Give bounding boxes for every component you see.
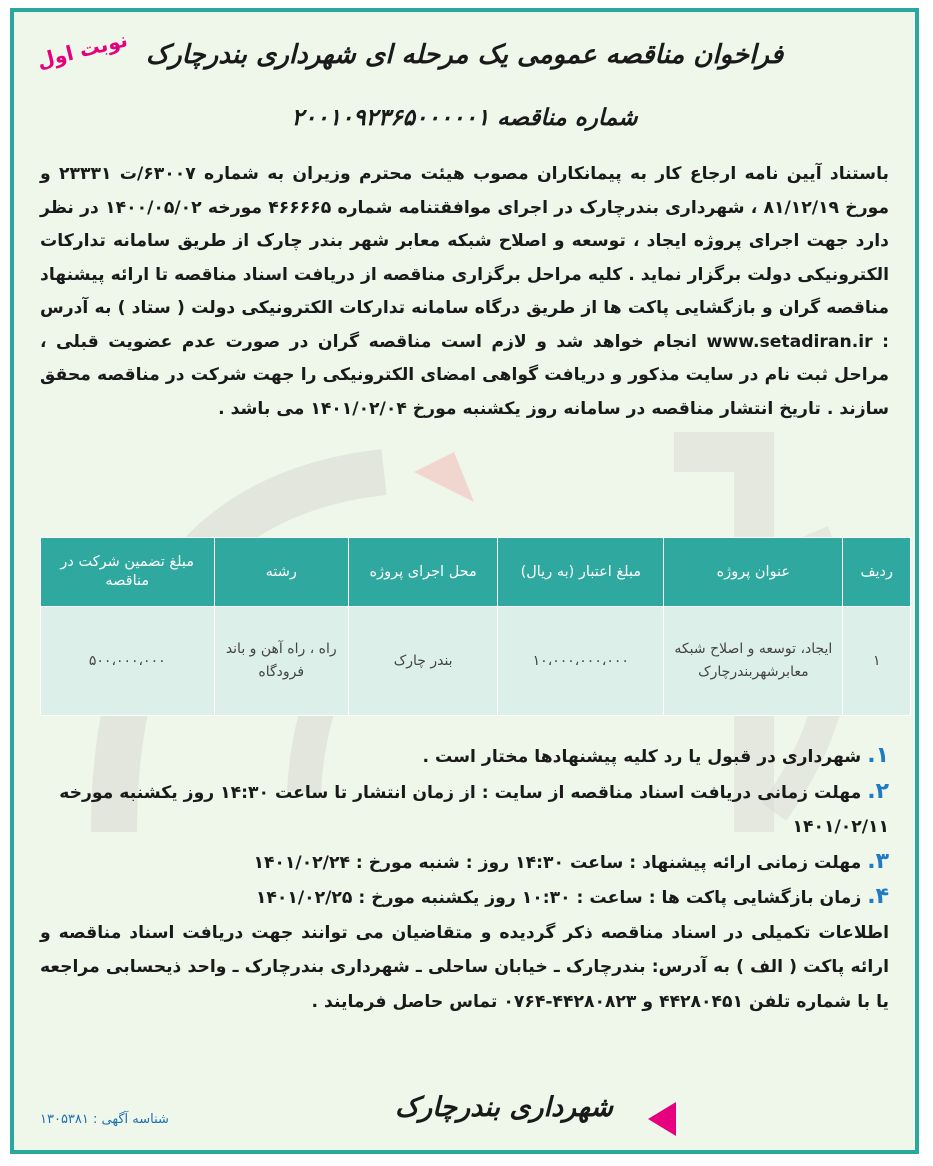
- condition-text: شهرداری در قبول یا رد کلیه پیشنهادها مختار است .: [422, 747, 862, 767]
- table-row: [41, 607, 911, 716]
- conditions-list: [40, 739, 889, 1019]
- header-field: رشته: [214, 538, 348, 607]
- condition-item: [40, 880, 889, 916]
- intro-paragraph: باستناد آیین نامه ارجاع کار به پیمانکاران مصوب هیئت محترم وزیران به شماره ۶۳۰۰۷/ت ۲۳۳۳۱ و مورخ ۸۱/۱۲/۱۹ ، شهرداری بندرچارک در اجرای موافقتنامه شماره ۴۶۶۶۶۵ مورخه ۱۴۰۰/۰۵/۰۲ در نظر دارد جهت اجرای پروژه ایجاد ، توسعه و اصلاح شبکه معابر شهر بندر چارک از طریق سامانه تدارکات الکترونیکی دولت برگزار نماید . کلیه مراحل برگزاری مناقصه از دریافت اسناد مناقصه تا ارائه پیشنهاد مناقصه گران و بازگشایی پاکت ها از طریق درگاه سامانه تدارکات الکترونیکی دولت ( ستاد ) به آدرس : www.setadiran.ir انجام خواهد شد و لازم است مناقصه گران در صورت عدم عضویت قبلی ، مراحل ثبت نام در سایت مذکور و دریافت گواهی امضای الکترونیکی را جهت شرکت در مناقصه محقق سازند . تاریخ انتشار مناقصه در سامانه روز یکشنبه مورخ ۱۴۰۱/۰۲/۰۴ می باشد .: [40, 164, 890, 419]
- condition-text: زمان بازگشایی پاکت ها : ساعت : ۱۰:۳۰ روز یکشنبه مورخ : ۱۴۰۱/۰۲/۲۵: [255, 888, 862, 908]
- condition-item: [40, 845, 889, 881]
- pink-triangle-arrow-icon: [648, 1102, 676, 1136]
- ad-identifier: شناسه آگهی : ۱۳۰۵۳۸۱: [40, 1112, 169, 1127]
- notice-title: فراخوان مناقصه عمومی یک مرحله ای شهرداری بندرچارک: [145, 40, 784, 70]
- tender-number: شماره مناقصه ۲۰۰۱۰۹۲۳۶۵۰۰۰۰۰۱: [291, 104, 638, 131]
- header-row-number: ردیف: [843, 538, 911, 607]
- table-header-row: [41, 538, 911, 607]
- project-table: [40, 537, 911, 716]
- cell-field: راه ، راه آهن و باند فرودگاه: [214, 607, 348, 716]
- header-project-location: محل اجرای پروژه: [348, 538, 497, 607]
- condition-text: مهلت زمانی ارائه پیشنهاد : ساعت ۱۴:۳۰ روز : شنبه مورخ : ۱۴۰۱/۰۲/۲۴: [253, 852, 862, 873]
- municipality-signature: شهرداری بندرچارک: [394, 1092, 614, 1123]
- condition-number: ۲.: [867, 778, 889, 804]
- publication-badge: نوبت اول: [34, 27, 130, 73]
- cell-project-title: ایجاد، توسعه و اصلاح شبکه معابرشهربندرچارک: [664, 607, 843, 716]
- condition-item: [40, 775, 889, 845]
- header-project-title: عنوان پروژه: [664, 538, 843, 607]
- cell-guarantee-amount: ۵۰۰،۰۰۰،۰۰۰: [41, 607, 215, 716]
- header-guarantee-amount: مبلغ تضمین شرکت در مناقصه: [41, 538, 215, 607]
- cell-row-number: ۱: [843, 607, 911, 716]
- cell-project-location: بندر چارک: [348, 607, 497, 716]
- additional-info: اطلاعات تکمیلی در اسناد مناقصه ذکر گردیده و متقاضیان می توانند جهت دریافت اسناد مناقصه و ارائه پاکت ( الف ) به آدرس: بندرچارک ـ خیابان ساحلی ـ شهرداری بندرچارک ـ واحد ذیحسابی مراجعه یا با شماره تلفن ۴۴۲۸۰۴۵۱ و ۴۴۲۸۰۸۲۳-۰۷۶۴ تماس حاصل فرمایند .: [40, 922, 889, 1012]
- condition-number: ۳.: [867, 848, 889, 874]
- condition-text: مهلت زمانی دریافت اسناد مناقصه از سایت : از زمان انتشار تا ساعت ۱۴:۳۰ روز یکشنبه مورخه ۱۴۰۱/۰۲/۱۱: [59, 782, 889, 837]
- condition-number: ۱.: [867, 743, 889, 768]
- condition-item: [40, 739, 889, 775]
- header-credit-amount: مبلغ اعتبار (به ریال): [498, 538, 664, 607]
- cell-credit-amount: ۱۰،۰۰۰،۰۰۰،۰۰۰: [498, 607, 664, 716]
- condition-number: ۴.: [867, 884, 889, 909]
- notice-frame: [10, 8, 919, 1154]
